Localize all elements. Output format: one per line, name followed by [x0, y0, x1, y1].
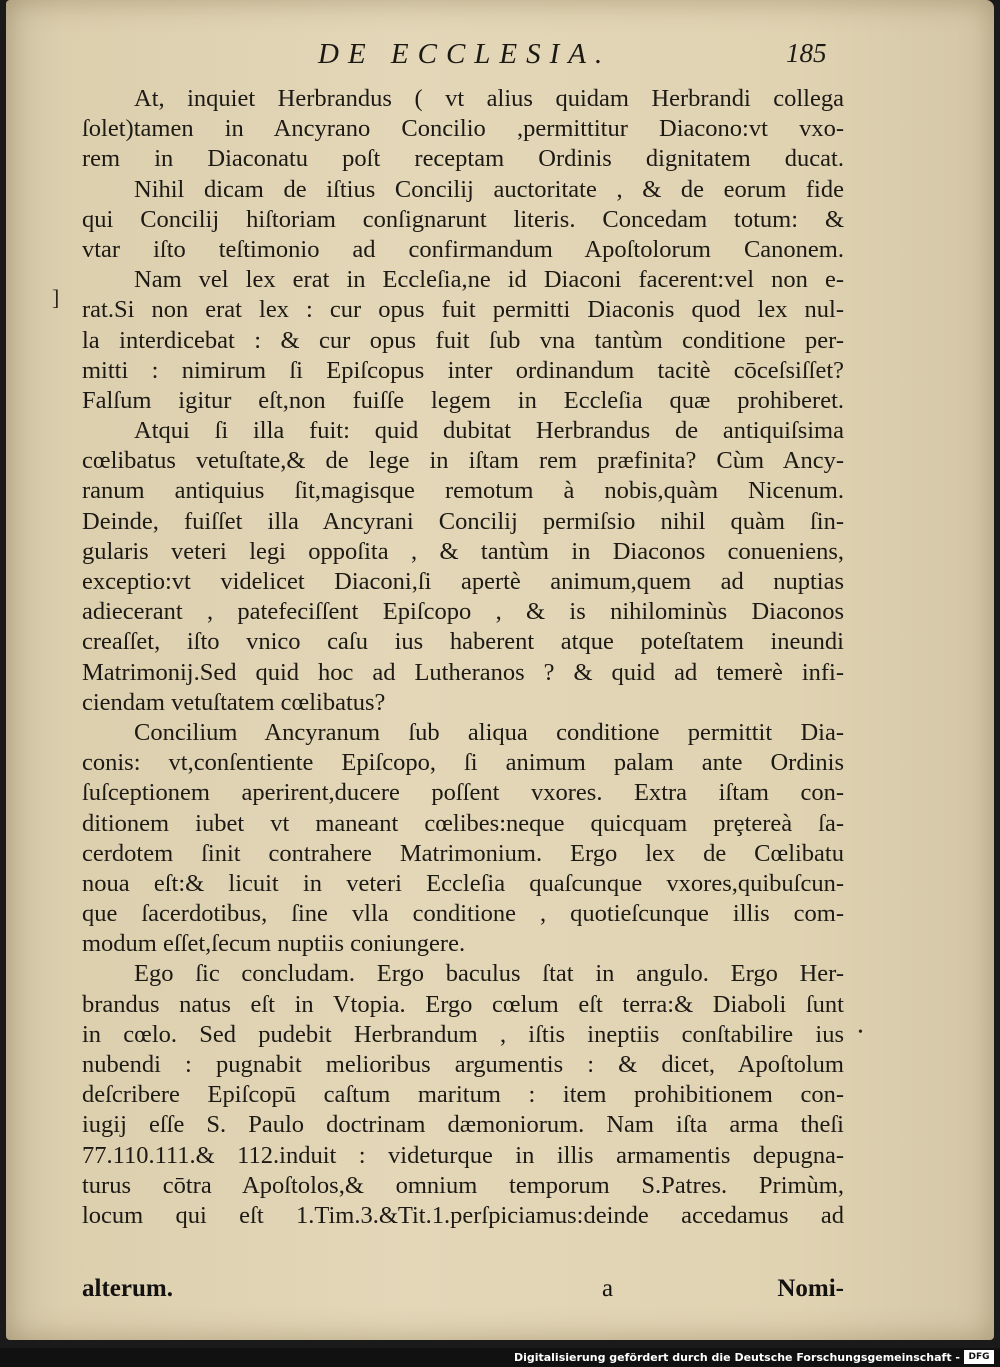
text-line: cerdotem ſinit contrahere Matrimonium. Ergo lex de Cœlibatu: [82, 839, 844, 867]
signature-mark: a: [602, 1275, 614, 1302]
text-line: vtar iſto teſtimonio ad confirmandum Apoſtolorum Canonem.: [82, 235, 844, 263]
credit-bar: [0, 1348, 1000, 1367]
text-line: Nam vel lex erat in Eccleſia,ne id Diaconi facerent:vel non e-: [134, 266, 844, 294]
margin-dot-mark: •: [858, 1025, 863, 1040]
text-line: cœlibatus vetuſtate,& de lege in iſtam rem præfinita? Cùm Ancy-: [82, 447, 844, 475]
text-line: exceptio:vt videlicet Diaconi,ſi apertè animum,quem ad nuptias: [82, 568, 844, 595]
running-head: DE ECCLESIA.: [318, 38, 612, 70]
page-number: 185: [786, 38, 827, 68]
text-line: conis: vt,conſentiente Epiſcopo, ſi animum palam ante Ordinis: [82, 749, 844, 777]
text-line: nubendi : pugnabit melioribus argumentis : & dicet, Apoſtolum: [82, 1051, 844, 1078]
text-line: ciendam vetuſtatem cœlibatus?: [82, 688, 386, 716]
text-line: Ego ſic concludam. Ergo baculus ſtat in angulo. Ergo Her-: [134, 960, 844, 988]
text-line: rem in Diaconatu poſt receptam Ordinis dignitatem ducat.: [82, 145, 844, 173]
text-line: Nihil dicam de iſtius Concilij auctoritate , & de eorum fide: [134, 175, 844, 203]
text-line: ditionem iubet vt maneant cœlibes:neque quicquam prȩtereà ſa-: [82, 809, 844, 837]
text-line: 77.110.111.& 112.induit : videturque in illis armamentis depugna-: [82, 1141, 844, 1169]
text-line: deſcribere Epiſcopū caſtum maritum : item prohibitionem con-: [82, 1081, 844, 1109]
text-line: gularis veteri legi oppoſita , & tantùm in Diaconos conueniens,: [82, 537, 844, 565]
text-line: brandus natus eſt in Vtopia. Ergo cœlum eſt terra:& Diaboli ſunt: [82, 990, 844, 1018]
text-line: ranum antiquius ſit,magisque remotum à nobis,quàm Nicenum.: [82, 477, 844, 505]
text-line: ſuſceptionem aperirent,ducere poſſent vxores. Extra iſtam con-: [82, 779, 844, 807]
text-line: Concilium Ancyranum ſub aliqua conditione permittit Dia-: [134, 718, 844, 746]
text-line: Matrimonij.Sed quid hoc ad Lutheranos ? & quid ad temerè infi-: [82, 658, 844, 686]
credit-text: Digitalisierung gefördert durch die Deutsche Forschungsgemeinschaft -: [513, 1351, 960, 1364]
text-line: rat.Si non erat lex : cur opus fuit permitti Diaconis quod lex nul-: [82, 296, 844, 324]
book-page: [6, 0, 994, 1340]
text-line: Falſum igitur eſt,non fuiſſe legem in Eccleſia quæ prohiberet.: [82, 386, 844, 414]
margin-bracket-mark: ]: [52, 285, 60, 310]
catchword: Nomi-: [777, 1275, 844, 1302]
text-line: ſolet)tamen in Ancyrano Concilio ,permittitur Diacono:vt vxo-: [82, 115, 844, 143]
text-line: noua eſt:& licuit in veteri Eccleſia quaſcunque vxores,quibuſcun-: [82, 869, 844, 897]
text-line: in cœlo. Sed pudebit Herbrandum , iſtis ineptiis conſtabilire ius: [82, 1020, 844, 1048]
text-line: Atqui ſi illa fuit: quid dubitat Herbrandus de antiquiſsima: [134, 417, 844, 445]
text-line: mitti : nimirum ſi Epiſcopus inter ordinandum tacitè cōceſsiſſet?: [82, 356, 844, 384]
text-line: modum eſſet,ſecum nuptiis coniungere.: [82, 930, 466, 958]
text-line: creaſſet, iſto vnico caſu ius haberent atque poteſtatem ineundi: [82, 628, 844, 656]
text-line: turus cōtra Apoſtolos,& omnium temporum S.Patres. Primùm,: [82, 1171, 844, 1199]
last-word: alterum.: [82, 1275, 173, 1302]
text-line: que ſacerdotibus, ſine vlla conditione , quotieſcunque illis com-: [82, 900, 844, 928]
text-line: adiecerant , patefeciſſent Epiſcopo , & is nihilominùs Diaconos: [82, 598, 844, 626]
page-header: [6, 38, 994, 78]
dfg-logo: DFG: [964, 1350, 994, 1364]
text-line: At, inquiet Herbrandus ( vt alius quidam Herbrandi collega: [134, 85, 844, 112]
page-footer: [82, 1275, 844, 1307]
text-line: iugij eſſe S. Paulo doctrinam dæmoniorum. Nam iſta arma theſi: [82, 1111, 844, 1139]
text-line: locum qui eſt 1.Tim.3.&Tit.1.perſpiciamus:deinde accedamus ad: [82, 1201, 844, 1229]
body-text: [82, 84, 844, 1231]
text-line: la interdicebat : & cur opus fuit ſub vna tantùm conditione per-: [82, 326, 844, 354]
text-line: qui Concilij hiſtoriam conſignarunt literis. Concedam totum: &: [82, 205, 844, 233]
text-line: Deinde, fuiſſet illa Ancyrani Concilij permiſsio nihil quàm ſin-: [82, 507, 844, 535]
